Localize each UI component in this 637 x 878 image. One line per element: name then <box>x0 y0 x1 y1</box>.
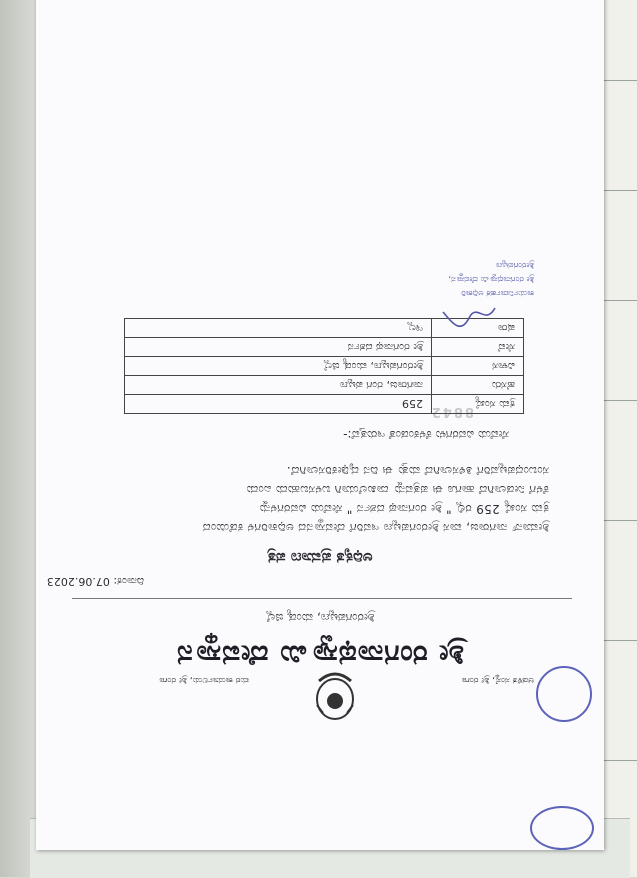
table-label: ಹೆಸರು <box>432 376 524 395</box>
signatory-line: ಶ್ರೀರಂಗಪಟ್ಟಣ <box>496 260 534 270</box>
table-value: ಶ್ರೀ ರಂಗನಾಥ ದರ್ಶನ <box>125 338 432 357</box>
signature-scribble-icon <box>439 300 499 330</box>
faint-stamp-number: 8842 <box>429 404 474 419</box>
table-label: ಷರಾ <box>432 319 524 338</box>
round-seal-stamp <box>536 666 592 722</box>
office-address-right: ಮಠ ಕಾರ್ಯಾಲಯ, ಶ್ರೀ ರಂಗಾ <box>159 675 249 685</box>
table-value: ನಾಗರಾಜ, ರಂಗ ಪಟ್ಟಣ <box>125 376 432 395</box>
table-label: ವಿಳಾಸ <box>432 357 524 376</box>
emblem-icon <box>313 665 357 725</box>
rotated-page-content <box>36 0 604 850</box>
office-address-left: ಆಡಳಿತ ಸಂಸ್ಥೆ, ಶ್ರೀ ರಂಗಾ <box>461 675 534 685</box>
table-row <box>125 376 524 395</box>
document-title: ಶ್ರೀ ರಂಗನಾಥಸ್ವಾಮಿ ದೇವಸ್ಥಾನ <box>176 639 464 672</box>
document-heading: ಅಧಿಕೃತ ಪ್ರಮಾಣ ಪತ್ರ <box>267 549 373 567</box>
table-label: ಕ್ರಮ ಸಂಖ್ಯೆ <box>432 395 524 414</box>
signatory-stamp <box>404 230 534 330</box>
signatory-line: ಕಾರ್ಯನಿರ್ವಾಹಕ ಅಧಿಕಾರಿ <box>461 288 534 298</box>
details-table <box>124 318 524 414</box>
table-value: 259 <box>125 395 432 414</box>
header-divider <box>72 598 572 599</box>
body-paragraph-line: ಶ್ರೀಮಾನ್ ನಾಗರಾಜ, ವಾಸ ಶ್ರೀರಂಗಪಟ್ಟಣ ಇವರಿಗೆ ದೇವಸ್ಥಾನದ ಅಧಿಕಾರಿಗಳ ಕಡೆಯಿಂದ <box>202 521 549 535</box>
table-row <box>125 357 524 376</box>
table-label: ಸೇವೆ <box>432 338 524 357</box>
body-paragraph-line: ಕೆಳಗೆ ನೀಡಲಾಗಿದೆ ಹಾಗೂ ಈ ಪತ್ರವನ್ನು ದಾಖಲೆಯಾಗಿ ಬಳಸಬಹುದು ಎಂದು <box>246 483 549 497</box>
signatory-line: ಶ್ರೀ ರಂಗನಾಥಸ್ವಾಮಿ ದೇವಸ್ಥಾನ, <box>448 274 534 284</box>
body-paragraph-line: ಸಂಬಂಧಪಟ್ಟವರಿಗೆ ತಿಳಿಸಲಾಗಿದೆ ಮತ್ತು ಈ ದಿನ ದೃಢೀಕರಿಸಲಾಗಿದೆ. <box>286 464 549 478</box>
document-sheet <box>36 0 604 850</box>
table-intro: ಸೇವೆಯ ವಿವರಗಳು ಕೆಳಕಂಡಂತೆ ಇರುತ್ತವೆ:- <box>343 428 509 442</box>
round-seal-stamp <box>530 806 594 850</box>
document-date: ದಿನಾಂಕ: 07.06.2023 <box>46 575 144 588</box>
table-row <box>125 338 524 357</box>
table-row <box>125 395 524 414</box>
table-value: ಶ್ರೀರಂಗಪಟ್ಟಣ, ಮಂಡ್ಯ ಜಿಲ್ಲೆ <box>125 357 432 376</box>
body-paragraph-line: ಕ್ರಮ ಸಂಖ್ಯೆ 259 ರಲ್ಲಿ " ಶ್ರೀ ರಂಗನಾಥ ದರ್ಶನ " ಸೇವೆಯ ವಿವರಗಳನ್ನು <box>257 502 549 516</box>
document-subtitle: ಶ್ರೀರಂಗಪಟ್ಟಣ, ಮಂಡ್ಯ ಜಿಲ್ಲೆ <box>265 611 375 625</box>
table-value: ಇಲ್ಲ <box>125 319 432 338</box>
